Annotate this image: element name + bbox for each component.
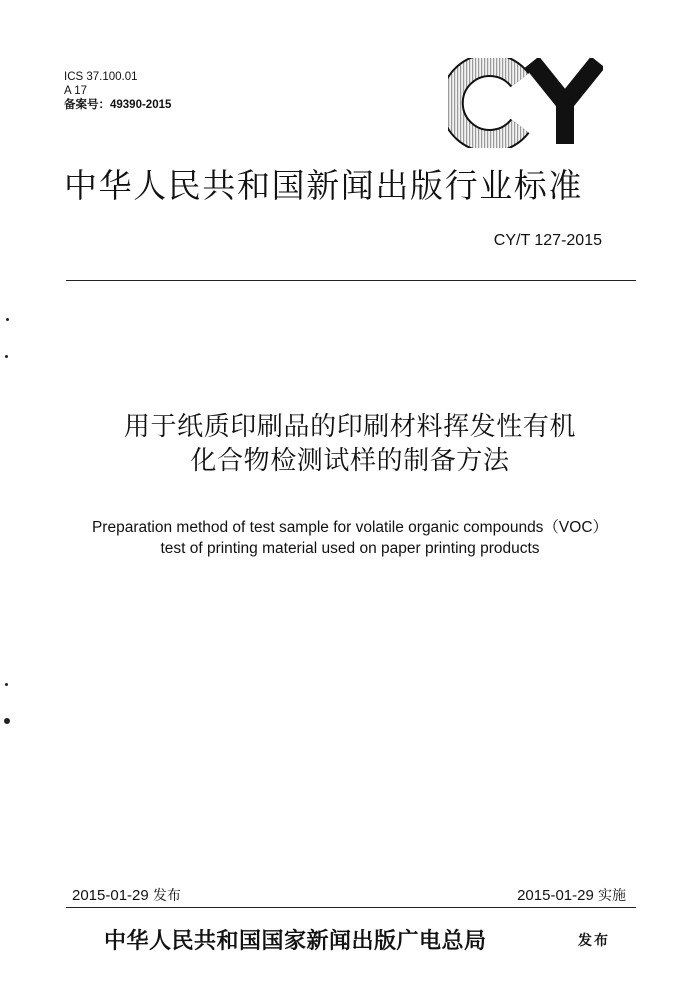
classification-block: [64, 70, 171, 112]
title-cn-line-1: 用于纸质印刷品的印刷材料挥发性有机: [123, 412, 577, 442]
scan-speck: [5, 355, 8, 358]
scan-speck: [5, 683, 8, 686]
title-cn-line-2: 化合物检测试样的制备方法: [190, 446, 510, 476]
title-en-line-1: Preparation method of test sample for volatile organic compounds（VOC）: [91, 519, 609, 536]
filing-number: 备案号：49390-2015: [64, 99, 172, 111]
issue-date-suffix: 发布: [152, 888, 181, 904]
publish-label: 发布: [578, 933, 610, 949]
document-title-en: [0, 517, 700, 559]
standard-type-title: 中华人民共和国新闻出版行业标准: [64, 166, 583, 205]
issue-date-value: 2015-01-29: [72, 887, 149, 904]
header-divider: [66, 280, 636, 281]
document-title-cn: [0, 410, 700, 478]
standard-code: CY/T 127-2015: [493, 232, 602, 249]
implementation-date-value: 2015-01-29: [517, 887, 594, 904]
scan-speck: [4, 718, 10, 724]
issue-date: [72, 885, 181, 905]
category-code: A 17: [64, 85, 88, 97]
scan-speck: [6, 318, 9, 321]
implementation-date-suffix: 实施: [598, 888, 626, 904]
ics-number: ICS 37.100.01: [64, 71, 138, 83]
title-en-line-2: test of printing material used on paper printing products: [160, 540, 540, 557]
implementation-date: [517, 885, 626, 905]
cy-logo: [448, 58, 603, 148]
footer-divider: [66, 907, 636, 908]
publishing-authority: 中华人民共和国国家新闻出版广电总局: [104, 928, 487, 954]
